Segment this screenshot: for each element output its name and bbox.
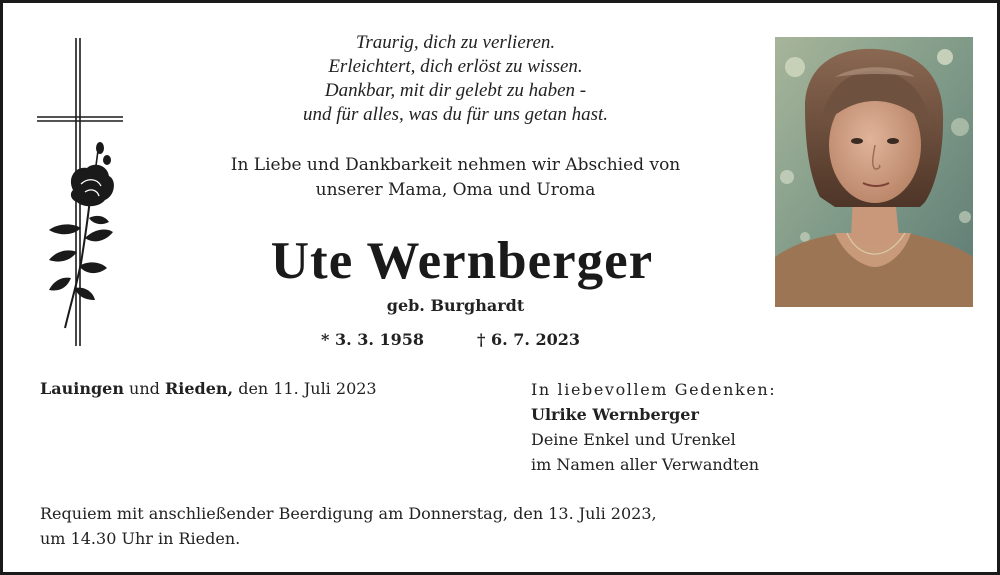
- intro-line: unserer Mama, Oma und Uroma: [315, 180, 596, 200]
- notice-date: den 11. Juli 2023: [233, 379, 377, 398]
- service-line: Requiem mit anschließender Beerdigung am Donnerstag, den 13. Juli 2023,: [40, 504, 657, 523]
- service-line: um 14.30 Uhr in Rieden.: [40, 529, 241, 548]
- portrait-photo: [775, 37, 973, 307]
- place-date: [40, 379, 377, 398]
- place-rieden: Rieden,: [165, 379, 234, 398]
- place-connector: und: [123, 379, 165, 398]
- maiden-name: geb. Burghardt: [386, 296, 525, 315]
- death-date: † 6. 7. 2023: [477, 330, 581, 349]
- cross-with-rose-icon: [33, 38, 128, 350]
- poem-line: Dankbar, mit dir gelebt zu haben -: [324, 80, 587, 101]
- poem-line: Erleichtert, dich erlöst zu wissen.: [328, 56, 583, 77]
- birth-date: * 3. 3. 1958: [321, 330, 425, 349]
- service-info: [40, 501, 657, 551]
- mourners-block: [531, 377, 776, 477]
- poem-line: und für alles, was du für uns getan hast.: [302, 104, 609, 125]
- intro-text: [173, 153, 738, 203]
- mourner-line: im Namen aller Verwandten: [531, 455, 760, 474]
- mourners-heading: In liebevollem Gedenken:: [531, 380, 777, 399]
- poem-line: Traurig, dich zu verlieren.: [355, 32, 556, 53]
- mourner-line: Deine Enkel und Urenkel: [531, 430, 736, 449]
- place-lauingen: Lauingen: [40, 379, 124, 398]
- poem: [203, 31, 708, 127]
- mourner-name: Ulrike Wernberger: [531, 405, 699, 424]
- intro-line: In Liebe und Dankbarkeit nehmen wir Abschied von: [230, 155, 681, 175]
- deceased-name: Ute Wernberger: [270, 232, 654, 290]
